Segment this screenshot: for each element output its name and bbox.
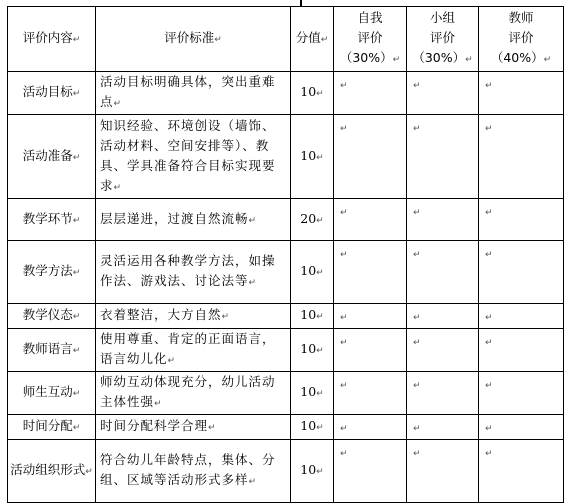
header-item: 评价内容↵: [8, 7, 96, 72]
evaluation-table: [7, 6, 564, 503]
row-group-eval-cell: ↵: [407, 241, 479, 304]
row-score: 10↵: [291, 304, 334, 329]
row-score: 10↵: [291, 329, 334, 372]
row-self-eval-cell: ↵: [334, 440, 407, 503]
row-score: 10↵: [291, 372, 334, 415]
row-group-eval-cell: ↵: [407, 440, 479, 503]
row-score: 10↵: [291, 241, 334, 304]
row-teacher-eval-cell: ↵: [479, 329, 564, 372]
header-standard: 评价标准↵: [96, 7, 291, 72]
table-row: [8, 415, 564, 440]
row-teacher-eval-cell: ↵: [479, 241, 564, 304]
table-row: [8, 440, 564, 503]
row-standard: 活动目标明确具体，突出重难点↵: [96, 72, 291, 115]
row-group-eval-cell: ↵: [407, 304, 479, 329]
row-standard: 知识经验、环境创设（墙饰、活动材料、空间安排等）、教具、学具准备符合目标实现要求↵: [96, 115, 291, 199]
row-standard: 时间分配科学合理↵: [96, 415, 291, 440]
row-score: 20↵: [291, 199, 334, 241]
row-self-eval-cell: ↵: [334, 372, 407, 415]
table-row: [8, 199, 564, 241]
row-standard: 层层递进，过渡自然流畅↵: [96, 199, 291, 241]
row-score: 10↵: [291, 72, 334, 115]
row-self-eval-cell: ↵: [334, 199, 407, 241]
row-teacher-eval-cell: ↵: [479, 415, 564, 440]
row-score: 10↵: [291, 415, 334, 440]
row-teacher-eval-cell: ↵: [479, 304, 564, 329]
row-item: 活动组织形式↵: [8, 440, 96, 503]
header-self-eval: 自我 评价 （30%）↵: [334, 7, 407, 72]
header-teacher-eval: 教师 评价 （40%）↵: [479, 7, 564, 72]
row-self-eval-cell: ↵: [334, 415, 407, 440]
header-group-eval: 小组 评价 （30%）↵: [407, 7, 479, 72]
header-score: 分值↵: [291, 7, 334, 72]
row-self-eval-cell: ↵: [334, 241, 407, 304]
row-standard: 衣着整洁，大方自然↵: [96, 304, 291, 329]
row-self-eval-cell: ↵: [334, 115, 407, 199]
row-item: 活动目标↵: [8, 72, 96, 115]
row-group-eval-cell: ↵: [407, 115, 479, 199]
row-score: 10↵: [291, 440, 334, 503]
row-item: 活动准备↵: [8, 115, 96, 199]
row-teacher-eval-cell: ↵: [479, 199, 564, 241]
row-standard: 符合幼儿年龄特点，集体、分组、区域等活动形式多样↵: [96, 440, 291, 503]
table-row: [8, 115, 564, 199]
table-row: [8, 372, 564, 415]
row-group-eval-cell: ↵: [407, 372, 479, 415]
row-group-eval-cell: ↵: [407, 72, 479, 115]
row-group-eval-cell: ↵: [407, 199, 479, 241]
row-item: 时间分配↵: [8, 415, 96, 440]
row-item: 教师语言↵: [8, 329, 96, 372]
table-row: [8, 72, 564, 115]
table-row: [8, 329, 564, 372]
row-self-eval-cell: ↵: [334, 329, 407, 372]
row-item: 教学方法↵: [8, 241, 96, 304]
row-self-eval-cell: ↵: [334, 304, 407, 329]
row-item: 教学仪态↵: [8, 304, 96, 329]
header-row: [8, 7, 564, 72]
row-item: 师生互动↵: [8, 372, 96, 415]
row-score: 10↵: [291, 115, 334, 199]
table-row: [8, 241, 564, 304]
row-standard: 师幼互动体现充分，幼儿活动主体性强↵: [96, 372, 291, 415]
row-teacher-eval-cell: ↵: [479, 372, 564, 415]
row-group-eval-cell: ↵: [407, 415, 479, 440]
row-teacher-eval-cell: ↵: [479, 440, 564, 503]
row-standard: 使用尊重、肯定的正面语言，语言幼儿化↵: [96, 329, 291, 372]
row-item: 教学环节↵: [8, 199, 96, 241]
row-teacher-eval-cell: ↵: [479, 72, 564, 115]
row-group-eval-cell: ↵: [407, 329, 479, 372]
table-row: [8, 304, 564, 329]
row-teacher-eval-cell: ↵: [479, 115, 564, 199]
row-self-eval-cell: ↵: [334, 72, 407, 115]
row-standard: 灵活运用各种教学方法，如操作法、游戏法、讨论法等↵: [96, 241, 291, 304]
